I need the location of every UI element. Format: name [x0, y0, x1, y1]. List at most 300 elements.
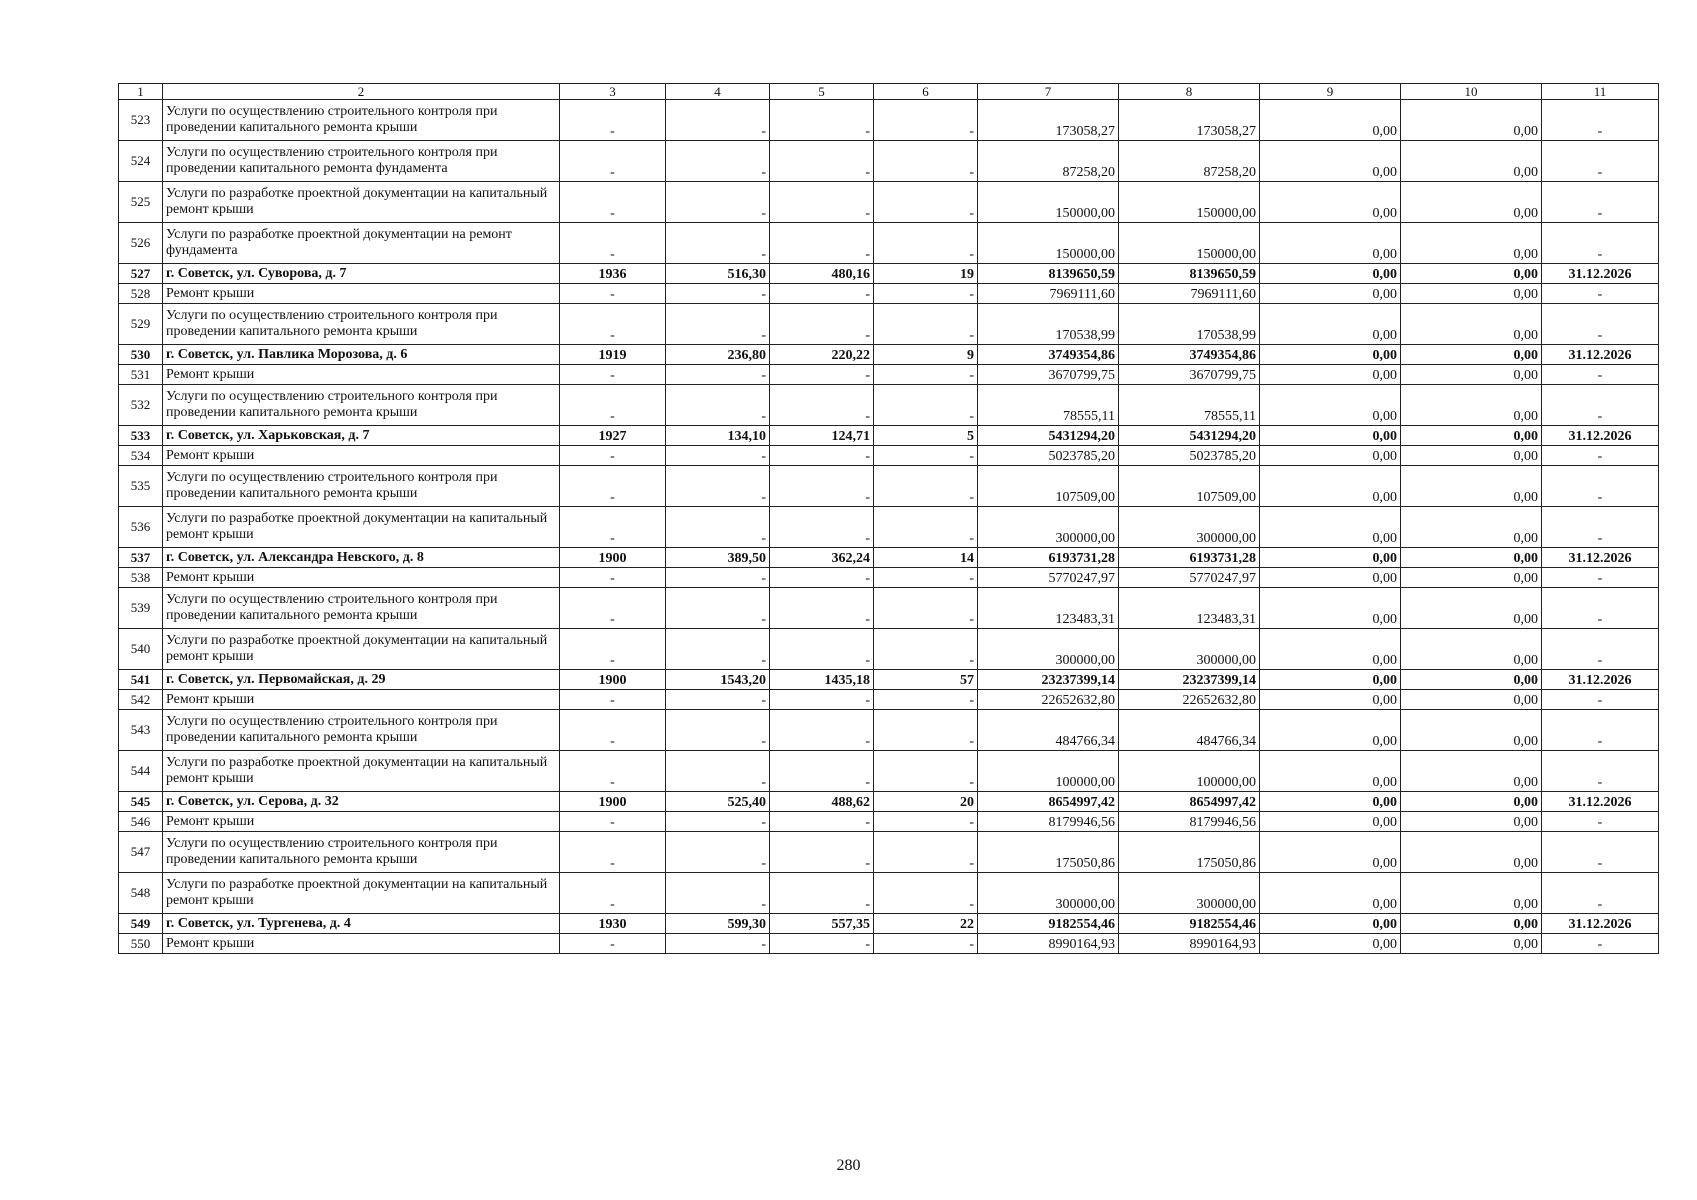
col8-cost-fund: 300000,00	[1119, 873, 1260, 914]
col5-area-living: -	[770, 710, 874, 751]
col5-area-living: -	[770, 223, 874, 264]
col4-area-total: -	[666, 100, 770, 141]
col9-value: 0,00	[1260, 284, 1401, 304]
col7-cost-total: 150000,00	[978, 182, 1119, 223]
col4-area-total: -	[666, 812, 770, 832]
col5-area-living: -	[770, 832, 874, 873]
table-body	[119, 100, 1659, 954]
col5-area-living: 220,22	[770, 345, 874, 365]
col9-value: 0,00	[1260, 365, 1401, 385]
col10-value: 0,00	[1401, 914, 1542, 934]
column-header-2: 2	[163, 84, 560, 100]
col6-residents: -	[874, 812, 978, 832]
col7-cost-total: 5023785,20	[978, 446, 1119, 466]
col10-value: 0,00	[1401, 507, 1542, 548]
col4-area-total: -	[666, 873, 770, 914]
col9-value: 0,00	[1260, 304, 1401, 345]
col11-deadline: -	[1542, 832, 1659, 873]
row-description: Услуги по разработке проектной документации на капитальный ремонт крыши	[163, 751, 560, 792]
table-row	[119, 690, 1659, 710]
col8-cost-fund: 8139650,59	[1119, 264, 1260, 284]
col9-value: 0,00	[1260, 568, 1401, 588]
row-description: Услуги по осуществлению строительного контроля при проведении капитального ремонта крыши	[163, 710, 560, 751]
col9-value: 0,00	[1260, 264, 1401, 284]
row-number: 538	[119, 568, 163, 588]
col8-cost-fund: 3670799,75	[1119, 365, 1260, 385]
table-row	[119, 385, 1659, 426]
col9-value: 0,00	[1260, 385, 1401, 426]
col4-area-total: -	[666, 385, 770, 426]
col8-cost-fund: 3749354,86	[1119, 345, 1260, 365]
col11-deadline: 31.12.2026	[1542, 670, 1659, 690]
col6-residents: -	[874, 568, 978, 588]
col3-year: -	[560, 629, 666, 670]
table-row	[119, 345, 1659, 365]
col4-area-total: -	[666, 568, 770, 588]
col7-cost-total: 123483,31	[978, 588, 1119, 629]
col6-residents: -	[874, 507, 978, 548]
col5-area-living: -	[770, 588, 874, 629]
col3-year: 1919	[560, 345, 666, 365]
col9-value: 0,00	[1260, 710, 1401, 751]
col8-cost-fund: 8654997,42	[1119, 792, 1260, 812]
row-number: 545	[119, 792, 163, 812]
col3-year: -	[560, 365, 666, 385]
col10-value: 0,00	[1401, 710, 1542, 751]
row-description: г. Советск, ул. Александра Невского, д. 8	[163, 548, 560, 568]
col3-year: 1900	[560, 792, 666, 812]
col3-year: 1927	[560, 426, 666, 446]
col10-value: 0,00	[1401, 466, 1542, 507]
col10-value: 0,00	[1401, 426, 1542, 446]
col11-deadline: -	[1542, 446, 1659, 466]
table-row	[119, 284, 1659, 304]
col11-deadline: 31.12.2026	[1542, 345, 1659, 365]
col7-cost-total: 78555,11	[978, 385, 1119, 426]
col6-residents: -	[874, 588, 978, 629]
repair-table	[118, 83, 1659, 954]
col6-residents: 57	[874, 670, 978, 690]
col4-area-total: 236,80	[666, 345, 770, 365]
col7-cost-total: 107509,00	[978, 466, 1119, 507]
table-row	[119, 548, 1659, 568]
col4-area-total: -	[666, 223, 770, 264]
col5-area-living: -	[770, 690, 874, 710]
row-number: 535	[119, 466, 163, 507]
col9-value: 0,00	[1260, 345, 1401, 365]
col6-residents: -	[874, 751, 978, 792]
col3-year: -	[560, 568, 666, 588]
col11-deadline: -	[1542, 873, 1659, 914]
col5-area-living: -	[770, 934, 874, 954]
column-header-6: 6	[874, 84, 978, 100]
col7-cost-total: 5431294,20	[978, 426, 1119, 446]
row-number: 547	[119, 832, 163, 873]
col3-year: -	[560, 588, 666, 629]
col4-area-total: 525,40	[666, 792, 770, 812]
row-number: 550	[119, 934, 163, 954]
table-row	[119, 751, 1659, 792]
row-number: 543	[119, 710, 163, 751]
col8-cost-fund: 300000,00	[1119, 507, 1260, 548]
col3-year: -	[560, 304, 666, 345]
col9-value: 0,00	[1260, 100, 1401, 141]
col3-year: 1930	[560, 914, 666, 934]
col3-year: -	[560, 507, 666, 548]
col9-value: 0,00	[1260, 914, 1401, 934]
col8-cost-fund: 300000,00	[1119, 629, 1260, 670]
col11-deadline: 31.12.2026	[1542, 792, 1659, 812]
row-description: г. Советск, ул. Суворова, д. 7	[163, 264, 560, 284]
col5-area-living: -	[770, 629, 874, 670]
col8-cost-fund: 123483,31	[1119, 588, 1260, 629]
col10-value: 0,00	[1401, 365, 1542, 385]
col7-cost-total: 87258,20	[978, 141, 1119, 182]
table-row	[119, 629, 1659, 670]
row-description: г. Советск, ул. Харьковская, д. 7	[163, 426, 560, 446]
col6-residents: -	[874, 710, 978, 751]
row-number: 533	[119, 426, 163, 446]
table-row	[119, 934, 1659, 954]
col3-year: -	[560, 934, 666, 954]
col11-deadline: -	[1542, 751, 1659, 792]
col8-cost-fund: 22652632,80	[1119, 690, 1260, 710]
col5-area-living: 488,62	[770, 792, 874, 812]
col7-cost-total: 8990164,93	[978, 934, 1119, 954]
column-header-3: 3	[560, 84, 666, 100]
row-number: 542	[119, 690, 163, 710]
col5-area-living: 480,16	[770, 264, 874, 284]
col4-area-total: -	[666, 141, 770, 182]
row-number: 546	[119, 812, 163, 832]
row-description: Ремонт крыши	[163, 365, 560, 385]
col3-year: -	[560, 751, 666, 792]
col8-cost-fund: 150000,00	[1119, 182, 1260, 223]
col5-area-living: -	[770, 812, 874, 832]
col3-year: 1900	[560, 670, 666, 690]
col4-area-total: -	[666, 304, 770, 345]
col7-cost-total: 150000,00	[978, 223, 1119, 264]
col10-value: 0,00	[1401, 446, 1542, 466]
col8-cost-fund: 9182554,46	[1119, 914, 1260, 934]
col10-value: 0,00	[1401, 812, 1542, 832]
table-row	[119, 792, 1659, 812]
col4-area-total: 1543,20	[666, 670, 770, 690]
col7-cost-total: 6193731,28	[978, 548, 1119, 568]
col6-residents: 5	[874, 426, 978, 446]
col3-year: -	[560, 284, 666, 304]
row-number: 540	[119, 629, 163, 670]
col9-value: 0,00	[1260, 934, 1401, 954]
col10-value: 0,00	[1401, 690, 1542, 710]
row-description: Услуги по разработке проектной документации на капитальный ремонт крыши	[163, 629, 560, 670]
col6-residents: -	[874, 304, 978, 345]
row-description: Услуги по осуществлению строительного контроля при проведении капитального ремонта крыши	[163, 466, 560, 507]
col5-area-living: 1435,18	[770, 670, 874, 690]
col10-value: 0,00	[1401, 588, 1542, 629]
column-header-10: 10	[1401, 84, 1542, 100]
col8-cost-fund: 5023785,20	[1119, 446, 1260, 466]
col5-area-living: -	[770, 385, 874, 426]
col11-deadline: -	[1542, 812, 1659, 832]
col8-cost-fund: 170538,99	[1119, 304, 1260, 345]
col6-residents: -	[874, 466, 978, 507]
col6-residents: 19	[874, 264, 978, 284]
row-number: 525	[119, 182, 163, 223]
col6-residents: -	[874, 385, 978, 426]
col10-value: 0,00	[1401, 100, 1542, 141]
col9-value: 0,00	[1260, 446, 1401, 466]
col7-cost-total: 8179946,56	[978, 812, 1119, 832]
table-row	[119, 426, 1659, 446]
col3-year: -	[560, 385, 666, 426]
col10-value: 0,00	[1401, 548, 1542, 568]
col9-value: 0,00	[1260, 141, 1401, 182]
page-number: 280	[836, 1157, 861, 1174]
col9-value: 0,00	[1260, 812, 1401, 832]
col11-deadline: -	[1542, 690, 1659, 710]
col11-deadline: -	[1542, 588, 1659, 629]
col5-area-living: -	[770, 466, 874, 507]
table-row	[119, 812, 1659, 832]
col5-area-living: -	[770, 507, 874, 548]
table-row	[119, 223, 1659, 264]
row-number: 548	[119, 873, 163, 914]
col7-cost-total: 173058,27	[978, 100, 1119, 141]
table-row	[119, 141, 1659, 182]
col6-residents: 20	[874, 792, 978, 812]
col10-value: 0,00	[1401, 264, 1542, 284]
col4-area-total: -	[666, 466, 770, 507]
row-number: 526	[119, 223, 163, 264]
row-number: 531	[119, 365, 163, 385]
col3-year: -	[560, 812, 666, 832]
column-header-5: 5	[770, 84, 874, 100]
table-row	[119, 873, 1659, 914]
col3-year: -	[560, 141, 666, 182]
col11-deadline: -	[1542, 568, 1659, 588]
col11-deadline: -	[1542, 934, 1659, 954]
col10-value: 0,00	[1401, 182, 1542, 223]
col7-cost-total: 300000,00	[978, 629, 1119, 670]
row-description: Ремонт крыши	[163, 284, 560, 304]
col4-area-total: 389,50	[666, 548, 770, 568]
col7-cost-total: 300000,00	[978, 873, 1119, 914]
col4-area-total: -	[666, 182, 770, 223]
col4-area-total: -	[666, 365, 770, 385]
row-number: 523	[119, 100, 163, 141]
col10-value: 0,00	[1401, 568, 1542, 588]
col4-area-total: -	[666, 507, 770, 548]
row-number: 537	[119, 548, 163, 568]
row-number: 541	[119, 670, 163, 690]
table-row	[119, 100, 1659, 141]
col4-area-total: -	[666, 710, 770, 751]
col6-residents: -	[874, 182, 978, 223]
col9-value: 0,00	[1260, 832, 1401, 873]
col8-cost-fund: 7969111,60	[1119, 284, 1260, 304]
row-description: Услуги по осуществлению строительного контроля при проведении капитального ремонта фундамента	[163, 141, 560, 182]
col8-cost-fund: 23237399,14	[1119, 670, 1260, 690]
col11-deadline: 31.12.2026	[1542, 914, 1659, 934]
col11-deadline: -	[1542, 466, 1659, 507]
col9-value: 0,00	[1260, 223, 1401, 264]
col7-cost-total: 100000,00	[978, 751, 1119, 792]
col11-deadline: -	[1542, 223, 1659, 264]
row-number: 530	[119, 345, 163, 365]
row-description: Услуги по разработке проектной документации на капитальный ремонт крыши	[163, 873, 560, 914]
col11-deadline: 31.12.2026	[1542, 548, 1659, 568]
col3-year: -	[560, 182, 666, 223]
row-number: 534	[119, 446, 163, 466]
table-row	[119, 588, 1659, 629]
col5-area-living: -	[770, 284, 874, 304]
col7-cost-total: 23237399,14	[978, 670, 1119, 690]
col6-residents: -	[874, 629, 978, 670]
table-row	[119, 670, 1659, 690]
col8-cost-fund: 100000,00	[1119, 751, 1260, 792]
col6-residents: -	[874, 141, 978, 182]
table-row	[119, 304, 1659, 345]
col6-residents: -	[874, 100, 978, 141]
col3-year: -	[560, 100, 666, 141]
col8-cost-fund: 484766,34	[1119, 710, 1260, 751]
col6-residents: 9	[874, 345, 978, 365]
col5-area-living: -	[770, 304, 874, 345]
col11-deadline: -	[1542, 182, 1659, 223]
row-number: 536	[119, 507, 163, 548]
col7-cost-total: 3670799,75	[978, 365, 1119, 385]
col10-value: 0,00	[1401, 751, 1542, 792]
row-description: Услуги по разработке проектной документации на капитальный ремонт крыши	[163, 182, 560, 223]
column-header-9: 9	[1260, 84, 1401, 100]
table-row	[119, 446, 1659, 466]
col5-area-living: -	[770, 751, 874, 792]
col11-deadline: -	[1542, 385, 1659, 426]
table-row	[119, 365, 1659, 385]
col8-cost-fund: 78555,11	[1119, 385, 1260, 426]
col10-value: 0,00	[1401, 284, 1542, 304]
col8-cost-fund: 5431294,20	[1119, 426, 1260, 446]
table-row	[119, 507, 1659, 548]
col3-year: -	[560, 690, 666, 710]
row-number: 549	[119, 914, 163, 934]
row-description: Услуги по осуществлению строительного контроля при проведении капитального ремонта крыши	[163, 100, 560, 141]
row-description: Услуги по осуществлению строительного контроля при проведении капитального ремонта крыши	[163, 832, 560, 873]
col5-area-living: -	[770, 446, 874, 466]
column-header-1: 1	[119, 84, 163, 100]
col5-area-living: 362,24	[770, 548, 874, 568]
col7-cost-total: 8654997,42	[978, 792, 1119, 812]
document-sheet	[118, 83, 1658, 954]
row-description: г. Советск, ул. Серова, д. 32	[163, 792, 560, 812]
row-description: Ремонт крыши	[163, 812, 560, 832]
col4-area-total: -	[666, 284, 770, 304]
col11-deadline: -	[1542, 365, 1659, 385]
col10-value: 0,00	[1401, 934, 1542, 954]
column-header-11: 11	[1542, 84, 1659, 100]
col7-cost-total: 7969111,60	[978, 284, 1119, 304]
col7-cost-total: 175050,86	[978, 832, 1119, 873]
col6-residents: -	[874, 284, 978, 304]
col5-area-living: -	[770, 873, 874, 914]
row-description: Услуги по осуществлению строительного контроля при проведении капитального ремонта крыши	[163, 588, 560, 629]
col6-residents: -	[874, 365, 978, 385]
col5-area-living: -	[770, 182, 874, 223]
col8-cost-fund: 150000,00	[1119, 223, 1260, 264]
col5-area-living: -	[770, 568, 874, 588]
row-number: 524	[119, 141, 163, 182]
col10-value: 0,00	[1401, 223, 1542, 264]
table-row	[119, 182, 1659, 223]
col4-area-total: 599,30	[666, 914, 770, 934]
row-description: г. Советск, ул. Тургенева, д. 4	[163, 914, 560, 934]
col6-residents: -	[874, 690, 978, 710]
column-number-row	[119, 84, 1659, 100]
row-number: 544	[119, 751, 163, 792]
col10-value: 0,00	[1401, 629, 1542, 670]
col10-value: 0,00	[1401, 385, 1542, 426]
row-number: 532	[119, 385, 163, 426]
row-description: г. Советск, ул. Первомайская, д. 29	[163, 670, 560, 690]
col8-cost-fund: 173058,27	[1119, 100, 1260, 141]
col9-value: 0,00	[1260, 548, 1401, 568]
col9-value: 0,00	[1260, 182, 1401, 223]
col7-cost-total: 9182554,46	[978, 914, 1119, 934]
col4-area-total: -	[666, 629, 770, 670]
col9-value: 0,00	[1260, 670, 1401, 690]
column-header-8: 8	[1119, 84, 1260, 100]
col6-residents: 14	[874, 548, 978, 568]
col4-area-total: -	[666, 690, 770, 710]
col4-area-total: -	[666, 446, 770, 466]
table-row	[119, 568, 1659, 588]
col6-residents: -	[874, 223, 978, 264]
row-description: г. Советск, ул. Павлика Морозова, д. 6	[163, 345, 560, 365]
col3-year: -	[560, 710, 666, 751]
col8-cost-fund: 8179946,56	[1119, 812, 1260, 832]
col4-area-total: -	[666, 832, 770, 873]
row-description: Ремонт крыши	[163, 446, 560, 466]
col11-deadline: -	[1542, 304, 1659, 345]
col8-cost-fund: 175050,86	[1119, 832, 1260, 873]
col3-year: -	[560, 466, 666, 507]
col9-value: 0,00	[1260, 873, 1401, 914]
col7-cost-total: 5770247,97	[978, 568, 1119, 588]
row-description: Ремонт крыши	[163, 690, 560, 710]
col10-value: 0,00	[1401, 670, 1542, 690]
col9-value: 0,00	[1260, 466, 1401, 507]
row-description: Услуги по осуществлению строительного контроля при проведении капитального ремонта крыши	[163, 385, 560, 426]
col9-value: 0,00	[1260, 751, 1401, 792]
column-header-4: 4	[666, 84, 770, 100]
col5-area-living: -	[770, 141, 874, 182]
col11-deadline: -	[1542, 141, 1659, 182]
col11-deadline: 31.12.2026	[1542, 264, 1659, 284]
row-description: Ремонт крыши	[163, 934, 560, 954]
col7-cost-total: 8139650,59	[978, 264, 1119, 284]
row-number: 527	[119, 264, 163, 284]
col10-value: 0,00	[1401, 304, 1542, 345]
col5-area-living: -	[770, 365, 874, 385]
col11-deadline: -	[1542, 507, 1659, 548]
col8-cost-fund: 5770247,97	[1119, 568, 1260, 588]
col5-area-living: 124,71	[770, 426, 874, 446]
col7-cost-total: 22652632,80	[978, 690, 1119, 710]
col8-cost-fund: 107509,00	[1119, 466, 1260, 507]
col3-year: 1900	[560, 548, 666, 568]
col11-deadline: -	[1542, 629, 1659, 670]
